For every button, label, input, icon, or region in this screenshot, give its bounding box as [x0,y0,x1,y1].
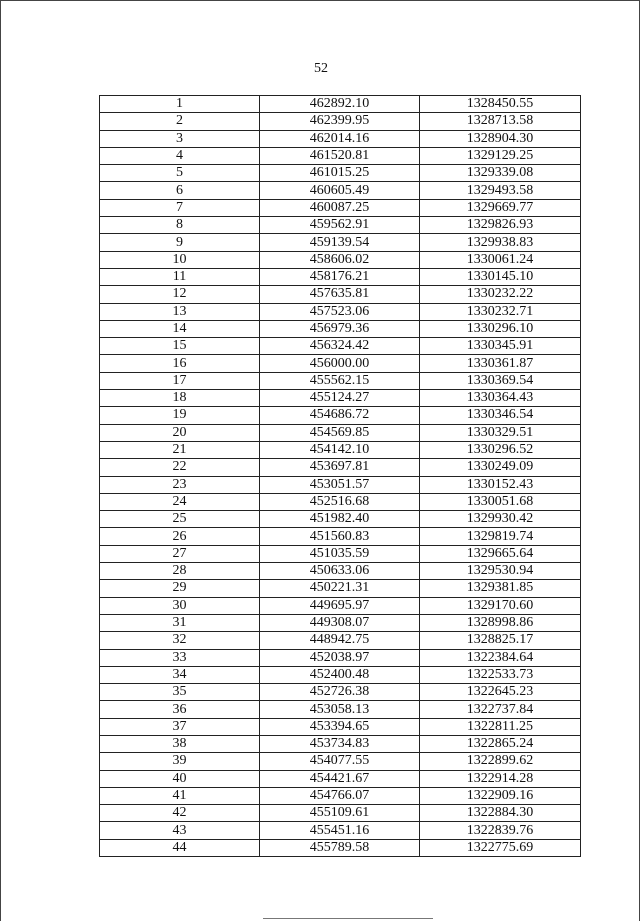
y-coordinate-cell: 1329930.42 [420,511,581,528]
x-coordinate-cell: 460605.49 [260,182,420,199]
table-row [100,234,581,251]
point-number-cell: 19 [100,407,260,424]
x-coordinate-cell: 462014.16 [260,130,420,147]
table-row [100,528,581,545]
table-row [100,787,581,804]
table-row [100,113,581,130]
y-coordinate-cell: 1330249.09 [420,459,581,476]
y-coordinate-cell: 1322775.69 [420,839,581,856]
y-coordinate-cell: 1330346.54 [420,407,581,424]
y-coordinate-cell: 1330061.24 [420,251,581,268]
table-row [100,649,581,666]
table-row [100,563,581,580]
x-coordinate-cell: 453058.13 [260,701,420,718]
y-coordinate-cell: 1322899.62 [420,753,581,770]
table-row [100,199,581,216]
point-number-cell: 27 [100,545,260,562]
point-number-cell: 28 [100,563,260,580]
point-number-cell: 4 [100,147,260,164]
point-number-cell: 7 [100,199,260,216]
point-number-cell: 38 [100,735,260,752]
x-coordinate-cell: 453394.65 [260,718,420,735]
table-row [100,303,581,320]
table-row [100,286,581,303]
point-number-cell: 2 [100,113,260,130]
x-coordinate-cell: 457635.81 [260,286,420,303]
point-number-cell: 39 [100,753,260,770]
point-number-cell: 21 [100,441,260,458]
table-row [100,597,581,614]
table-row [100,165,581,182]
x-coordinate-cell: 451560.83 [260,528,420,545]
y-coordinate-cell: 1330051.68 [420,493,581,510]
y-coordinate-cell: 1322839.76 [420,822,581,839]
table-row [100,459,581,476]
x-coordinate-cell: 454569.85 [260,424,420,441]
y-coordinate-cell: 1330361.87 [420,355,581,372]
y-coordinate-cell: 1322737.84 [420,701,581,718]
x-coordinate-cell: 458176.21 [260,268,420,285]
x-coordinate-cell: 462892.10 [260,96,420,113]
coordinates-table-body [100,96,581,857]
point-number-cell: 44 [100,839,260,856]
table-row [100,407,581,424]
y-coordinate-cell: 1330296.10 [420,320,581,337]
x-coordinate-cell: 452400.48 [260,666,420,683]
point-number-cell: 35 [100,684,260,701]
y-coordinate-cell: 1329170.60 [420,597,581,614]
y-coordinate-cell: 1330145.10 [420,268,581,285]
point-number-cell: 41 [100,787,260,804]
y-coordinate-cell: 1329826.93 [420,217,581,234]
table-row [100,96,581,113]
y-coordinate-cell: 1330364.43 [420,390,581,407]
x-coordinate-cell: 455124.27 [260,390,420,407]
table-row [100,770,581,787]
point-number-cell: 12 [100,286,260,303]
table-row [100,580,581,597]
x-coordinate-cell: 451982.40 [260,511,420,528]
y-coordinate-cell: 1328998.86 [420,614,581,631]
y-coordinate-cell: 1330296.52 [420,441,581,458]
point-number-cell: 18 [100,390,260,407]
table-row [100,614,581,631]
y-coordinate-cell: 1322384.64 [420,649,581,666]
point-number-cell: 14 [100,320,260,337]
table-row [100,511,581,528]
table-row [100,217,581,234]
table-row [100,666,581,683]
x-coordinate-cell: 461015.25 [260,165,420,182]
table-row [100,805,581,822]
point-number-cell: 33 [100,649,260,666]
table-row [100,355,581,372]
y-coordinate-cell: 1329493.58 [420,182,581,199]
y-coordinate-cell: 1328904.30 [420,130,581,147]
x-coordinate-cell: 454686.72 [260,407,420,424]
point-number-cell: 30 [100,597,260,614]
y-coordinate-cell: 1330152.43 [420,476,581,493]
x-coordinate-cell: 456000.00 [260,355,420,372]
y-coordinate-cell: 1329339.08 [420,165,581,182]
point-number-cell: 32 [100,632,260,649]
table-row [100,545,581,562]
point-number-cell: 17 [100,372,260,389]
point-number-cell: 43 [100,822,260,839]
point-number-cell: 6 [100,182,260,199]
table-row [100,130,581,147]
point-number-cell: 9 [100,234,260,251]
point-number-cell: 42 [100,805,260,822]
point-number-cell: 10 [100,251,260,268]
x-coordinate-cell: 459139.54 [260,234,420,251]
y-coordinate-cell: 1328713.58 [420,113,581,130]
x-coordinate-cell: 449308.07 [260,614,420,631]
y-coordinate-cell: 1329665.64 [420,545,581,562]
page-number: 52 [314,61,328,76]
x-coordinate-cell: 449695.97 [260,597,420,614]
y-coordinate-cell: 1322645.23 [420,684,581,701]
x-coordinate-cell: 452038.97 [260,649,420,666]
table-row [100,147,581,164]
table-row [100,476,581,493]
x-coordinate-cell: 454421.67 [260,770,420,787]
y-coordinate-cell: 1322909.16 [420,787,581,804]
y-coordinate-cell: 1330232.22 [420,286,581,303]
y-coordinate-cell: 1329530.94 [420,563,581,580]
table-row [100,718,581,735]
y-coordinate-cell: 1322914.28 [420,770,581,787]
table-row [100,753,581,770]
point-number-cell: 24 [100,493,260,510]
x-coordinate-cell: 455451.16 [260,822,420,839]
coordinates-table [99,95,581,857]
y-coordinate-cell: 1328450.55 [420,96,581,113]
x-coordinate-cell: 450633.06 [260,563,420,580]
y-coordinate-cell: 1322865.24 [420,735,581,752]
point-number-cell: 25 [100,511,260,528]
x-coordinate-cell: 455789.58 [260,839,420,856]
x-coordinate-cell: 452516.68 [260,493,420,510]
x-coordinate-cell: 453697.81 [260,459,420,476]
table-row [100,338,581,355]
y-coordinate-cell: 1322884.30 [420,805,581,822]
point-number-cell: 37 [100,718,260,735]
x-coordinate-cell: 454766.07 [260,787,420,804]
table-row [100,632,581,649]
y-coordinate-cell: 1329129.25 [420,147,581,164]
x-coordinate-cell: 450221.31 [260,580,420,597]
y-coordinate-cell: 1330345.91 [420,338,581,355]
point-number-cell: 13 [100,303,260,320]
y-coordinate-cell: 1329669.77 [420,199,581,216]
point-number-cell: 23 [100,476,260,493]
table-row [100,182,581,199]
x-coordinate-cell: 462399.95 [260,113,420,130]
x-coordinate-cell: 455562.15 [260,372,420,389]
x-coordinate-cell: 456324.42 [260,338,420,355]
point-number-cell: 22 [100,459,260,476]
point-number-cell: 5 [100,165,260,182]
table-row [100,839,581,856]
y-coordinate-cell: 1328825.17 [420,632,581,649]
table-row [100,372,581,389]
footer-rule [263,918,433,919]
x-coordinate-cell: 448942.75 [260,632,420,649]
point-number-cell: 15 [100,338,260,355]
y-coordinate-cell: 1322533.73 [420,666,581,683]
point-number-cell: 36 [100,701,260,718]
point-number-cell: 8 [100,217,260,234]
x-coordinate-cell: 460087.25 [260,199,420,216]
point-number-cell: 16 [100,355,260,372]
table-row [100,320,581,337]
y-coordinate-cell: 1330369.54 [420,372,581,389]
y-coordinate-cell: 1330329.51 [420,424,581,441]
point-number-cell: 26 [100,528,260,545]
point-number-cell: 40 [100,770,260,787]
table-row [100,441,581,458]
x-coordinate-cell: 453734.83 [260,735,420,752]
x-coordinate-cell: 454077.55 [260,753,420,770]
table-row [100,251,581,268]
x-coordinate-cell: 454142.10 [260,441,420,458]
point-number-cell: 20 [100,424,260,441]
table-row [100,268,581,285]
x-coordinate-cell: 452726.38 [260,684,420,701]
y-coordinate-cell: 1330232.71 [420,303,581,320]
table-row [100,684,581,701]
point-number-cell: 1 [100,96,260,113]
x-coordinate-cell: 457523.06 [260,303,420,320]
point-number-cell: 34 [100,666,260,683]
y-coordinate-cell: 1329938.83 [420,234,581,251]
x-coordinate-cell: 451035.59 [260,545,420,562]
table-row [100,822,581,839]
y-coordinate-cell: 1329819.74 [420,528,581,545]
table-row [100,424,581,441]
table-row [100,735,581,752]
point-number-cell: 11 [100,268,260,285]
x-coordinate-cell: 453051.57 [260,476,420,493]
point-number-cell: 31 [100,614,260,631]
y-coordinate-cell: 1329381.85 [420,580,581,597]
table-row [100,701,581,718]
table-row [100,493,581,510]
x-coordinate-cell: 455109.61 [260,805,420,822]
table-row [100,390,581,407]
x-coordinate-cell: 456979.36 [260,320,420,337]
x-coordinate-cell: 459562.91 [260,217,420,234]
y-coordinate-cell: 1322811.25 [420,718,581,735]
x-coordinate-cell: 458606.02 [260,251,420,268]
point-number-cell: 3 [100,130,260,147]
point-number-cell: 29 [100,580,260,597]
x-coordinate-cell: 461520.81 [260,147,420,164]
